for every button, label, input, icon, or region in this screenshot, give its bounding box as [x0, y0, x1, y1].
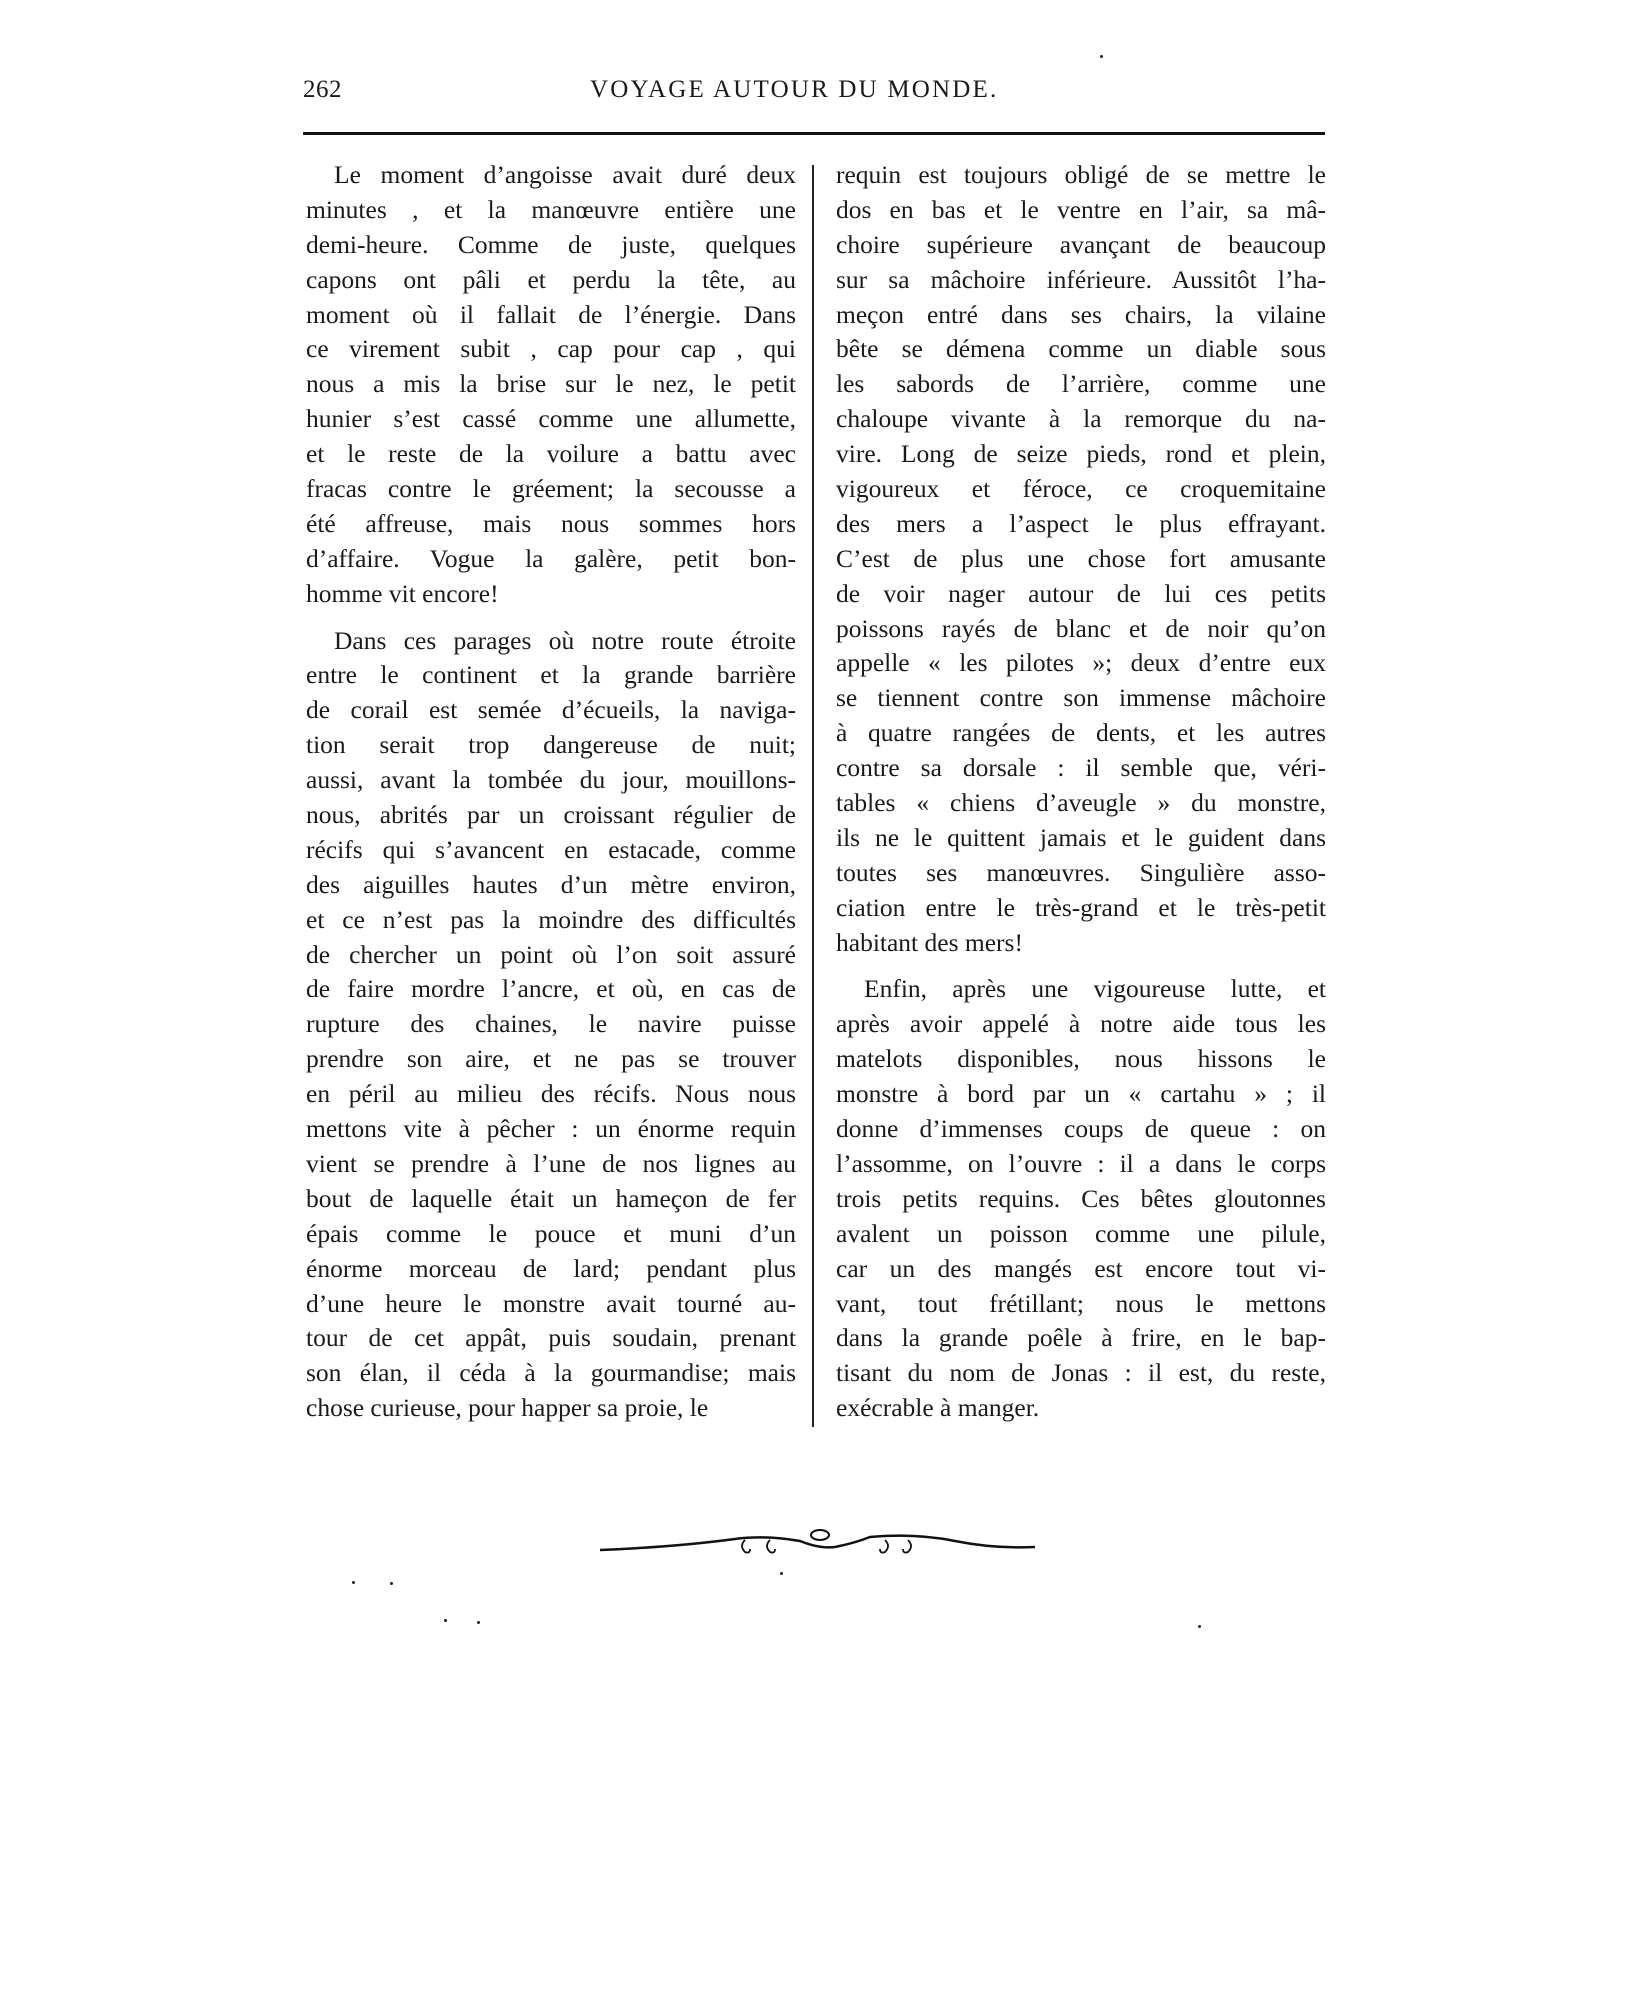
text-line: tour de cet appât, puis soudain, prenant	[306, 1323, 796, 1353]
text-line: de faire mordre l’ancre, et où, en cas de	[306, 974, 796, 1004]
text-line: vigoureux et féroce, ce croquemitaine	[836, 474, 1326, 504]
running-title: VOYAGE AUTOUR DU MONDE.	[590, 76, 999, 103]
text-line: trois petits requins. Ces bêtes gloutonnes	[836, 1183, 1326, 1213]
text-line: des aiguilles hautes d’un mètre environ,	[306, 869, 796, 899]
tailpiece-flourish-icon	[595, 1525, 1045, 1565]
text-line: bête se démena comme un diable sous	[836, 334, 1326, 364]
text-line: bout de laquelle était un hameçon de fer	[306, 1183, 796, 1213]
text-line: dans la grande poêle à frire, en le bap-	[836, 1323, 1326, 1353]
text-line: hunier s’est cassé comme une allumette,	[306, 404, 796, 434]
text-line: ciation entre le très-grand et le très-petit	[836, 892, 1326, 922]
text-line: d’affaire. Vogue la galère, petit bon-	[306, 543, 796, 573]
text-line: vire. Long de seize pieds, rond et plein,	[836, 439, 1326, 469]
text-line: minutes , et la manœuvre entière une	[306, 194, 796, 224]
text-line: tisant du nom de Jonas : il est, du reste,	[836, 1358, 1326, 1388]
text-line: mettons vite à pêcher : un énorme requin	[306, 1114, 796, 1144]
text-line: exécrable à manger.	[836, 1393, 1040, 1423]
text-line: demi-heure. Comme de juste, quelques	[306, 229, 796, 259]
left-column	[306, 158, 796, 1426]
text-line: aussi, avant la tombée du jour, mouillons-	[306, 765, 796, 795]
text-line: et le reste de la voilure a battu avec	[306, 439, 796, 469]
text-line: homme vit encore!	[306, 578, 499, 608]
text-line: tion serait trop dangereuse de nuit;	[306, 730, 796, 760]
text-line: entre le continent et la grande barrière	[306, 660, 796, 690]
text-line: nous, abrités par un croissant régulier de	[306, 800, 796, 830]
text-line: d’une heure le monstre avait tourné au-	[306, 1288, 796, 1318]
text-line: se tiennent contre son immense mâchoire	[836, 683, 1326, 713]
text-line: vant, tout frétillant; nous le mettons	[836, 1288, 1326, 1318]
text-line: car un des mangés est encore tout vi-	[836, 1253, 1326, 1283]
paragraph-gap	[306, 612, 796, 624]
text-line: fracas contre le gréement; la secousse a	[306, 474, 796, 504]
text-line: épais comme le pouce et muni d’un	[306, 1218, 796, 1248]
text-line: des mers a l’aspect le plus effrayant.	[836, 508, 1326, 538]
text-line: vient se prendre à l’une de nos lignes au	[306, 1148, 796, 1178]
print-speck	[1100, 55, 1103, 58]
text-line: appelle « les pilotes »; deux d’entre eux	[836, 648, 1326, 678]
text-line: en péril au milieu des récifs. Nous nous	[306, 1079, 796, 1109]
text-line: les sabords de l’arrière, comme une	[836, 369, 1326, 399]
text-line: donne d’immenses coups de queue : on	[836, 1114, 1326, 1144]
text-line: été affreuse, mais nous sommes hors	[306, 508, 796, 538]
text-line: moment où il fallait de l’énergie. Dans	[306, 299, 796, 329]
text-line: chaloupe vivante à la remorque du na-	[836, 404, 1326, 434]
print-speck	[390, 1582, 393, 1585]
text-line: de chercher un point où l’on soit assuré	[306, 939, 796, 969]
text-line: après avoir appelé à notre aide tous les	[836, 1009, 1326, 1039]
text-line: meçon entré dans ses chairs, la vilaine	[836, 299, 1326, 329]
column-divider	[812, 165, 814, 1427]
print-speck	[477, 1621, 480, 1624]
page-number: 262	[303, 76, 342, 103]
text-line: son élan, il céda à la gourmandise; mais	[306, 1358, 796, 1388]
text-line: et ce n’est pas la moindre des difficultés	[306, 904, 796, 934]
right-column	[836, 158, 1326, 1426]
text-line: ils ne le quittent jamais et le guident dans	[836, 822, 1326, 852]
text-line: contre sa dorsale : il semble que, véri-	[836, 753, 1326, 783]
text-line: nous a mis la brise sur le nez, le petit	[306, 369, 796, 399]
text-line: Enfin, après une vigoureuse lutte, et	[864, 974, 1326, 1004]
text-line: capons ont pâli et perdu la tête, au	[306, 264, 796, 294]
paragraph-gap	[836, 960, 1326, 972]
text-line: rupture des chaines, le navire puisse	[306, 1009, 796, 1039]
text-line: dos en bas et le ventre en l’air, sa mâ-	[836, 194, 1326, 224]
text-line: avalent un poisson comme une pilule,	[836, 1218, 1326, 1248]
text-line: ce virement subit , cap pour cap , qui	[306, 334, 796, 364]
print-speck	[444, 1619, 447, 1622]
text-line: récifs qui s’avancent en estacade, comme	[306, 834, 796, 864]
text-line: sur sa mâchoire inférieure. Aussitôt l’ha-	[836, 264, 1326, 294]
text-line: monstre à bord par un « cartahu » ; il	[836, 1079, 1326, 1109]
text-line: chose curieuse, pour happer sa proie, le	[306, 1393, 709, 1423]
text-line: choire supérieure avançant de beaucoup	[836, 229, 1326, 259]
text-line: Dans ces parages où notre route étroite	[334, 625, 796, 655]
text-line: toutes ses manœuvres. Singulière asso-	[836, 857, 1326, 887]
text-line: C’est de plus une chose fort amusante	[836, 543, 1326, 573]
header-rule	[303, 132, 1325, 135]
print-speck	[1198, 1625, 1201, 1628]
text-line: de corail est semée d’écueils, la naviga-	[306, 695, 796, 725]
text-line: de voir nager autour de lui ces petits	[836, 578, 1326, 608]
text-line: l’assomme, on l’ouvre : il a dans le corps	[836, 1148, 1326, 1178]
print-speck	[352, 1581, 355, 1584]
text-line: Le moment d’angoisse avait duré deux	[334, 160, 796, 189]
text-line: tables « chiens d’aveugle » du monstre,	[836, 788, 1326, 818]
text-line: énorme morceau de lard; pendant plus	[306, 1253, 796, 1283]
text-line: à quatre rangées de dents, et les autres	[836, 718, 1326, 748]
text-line: matelots disponibles, nous hissons le	[836, 1044, 1326, 1074]
print-speck	[780, 1572, 783, 1575]
text-line: poissons rayés de blanc et de noir qu’on	[836, 613, 1326, 643]
text-line: prendre son aire, et ne pas se trouver	[306, 1044, 796, 1074]
text-line: requin est toujours obligé de se mettre le	[836, 160, 1326, 189]
text-line: habitant des mers!	[836, 927, 1023, 957]
